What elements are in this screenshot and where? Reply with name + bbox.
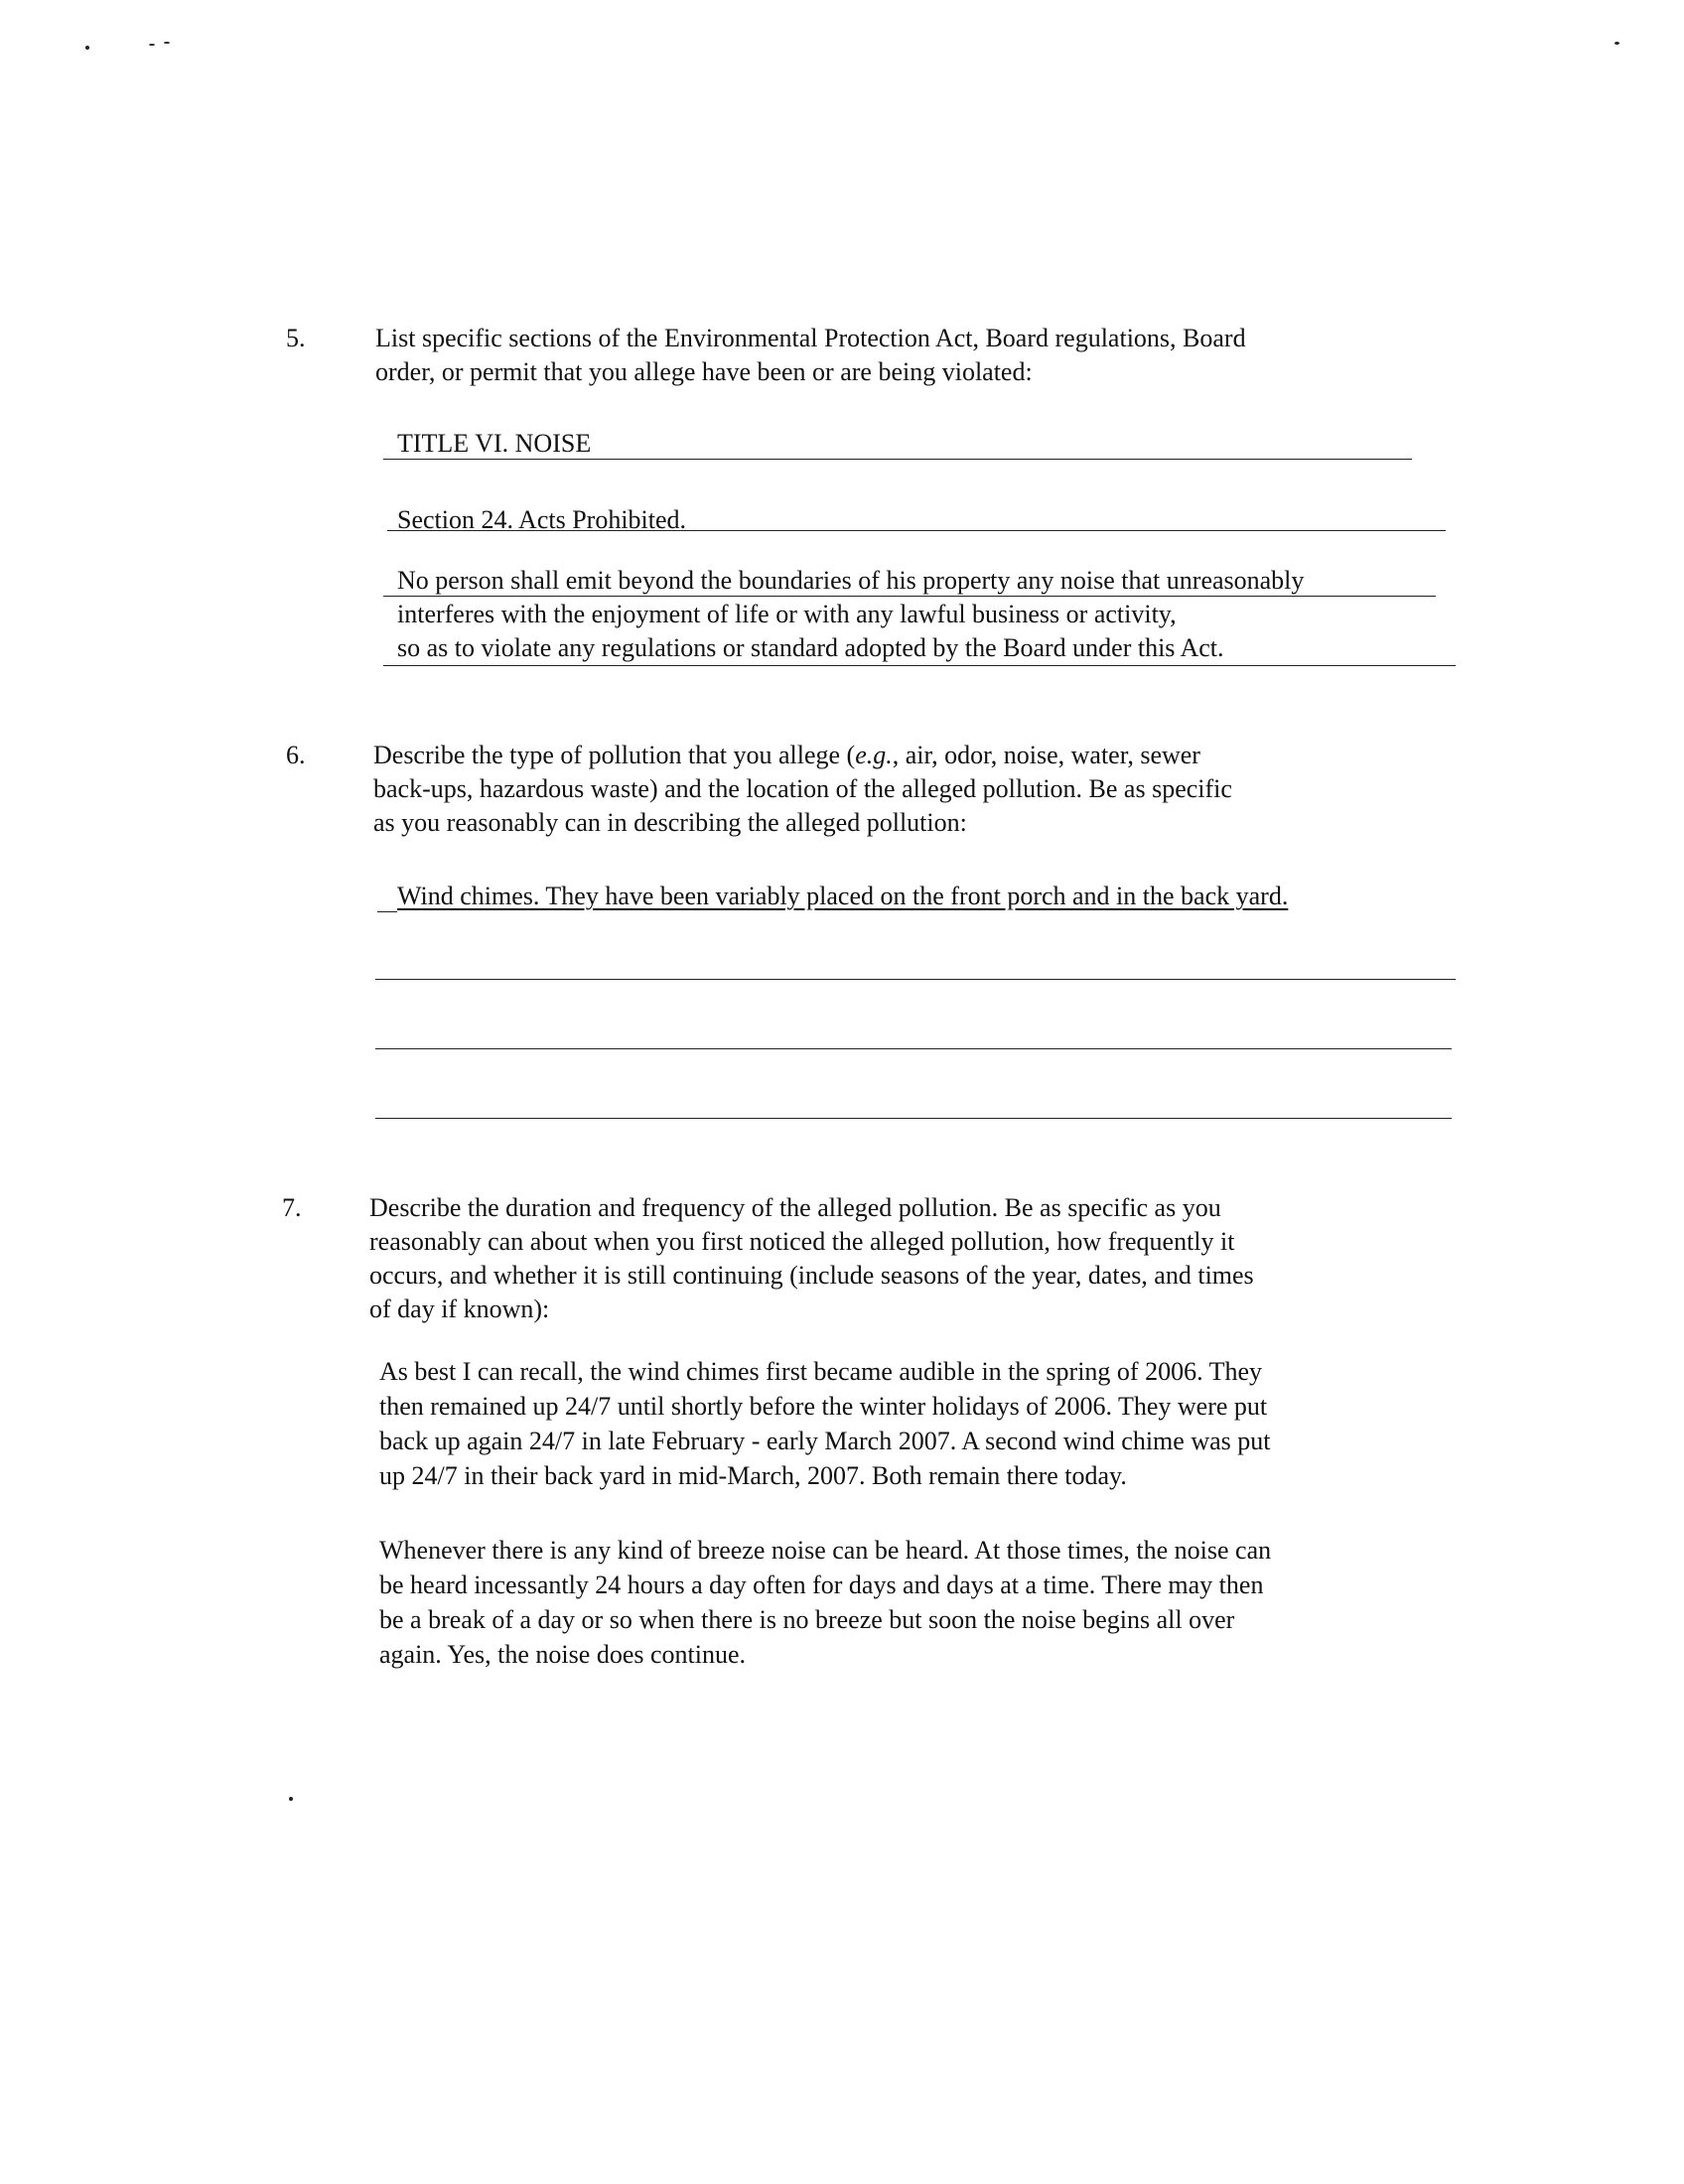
item-number: 6. [286, 741, 306, 769]
answer-line: up 24/7 in their back yard in mid-March, 2007. Both remain there today. [379, 1461, 1127, 1490]
question-line: occurs, and whether it is still continuing (include seasons of the year, dates, and times [369, 1261, 1254, 1290]
answer-title: TITLE VI. NOISE [397, 429, 592, 458]
item-question [369, 1191, 1254, 1326]
item-number: 5. [286, 324, 306, 352]
scan-speck [85, 46, 89, 50]
scan-speck [289, 1797, 293, 1801]
answer-underline [383, 596, 1436, 597]
question-line: Describe the type of pollution that you allege (e.g., air, odor, noise, water, sewer [373, 741, 1200, 769]
blank-answer-line [375, 979, 1456, 980]
scan-speck [1614, 42, 1619, 45]
answer-underline [383, 459, 1412, 460]
item-number: 7. [282, 1193, 302, 1222]
question-line: of day if known): [369, 1295, 550, 1323]
answer-line: back up again 24/7 in late February - early March 2007. A second wind chime was put [379, 1427, 1271, 1455]
answer-section: Section 24. Acts Prohibited. [397, 505, 687, 534]
answer-text-line: No person shall emit beyond the boundaries of his property any noise that unreasonably [397, 566, 1305, 595]
blank-answer-line [375, 1118, 1452, 1119]
scan-speck [164, 42, 170, 44]
answer-text: Wind chimes. They have been variably placed on the front porch and in the back yard. [397, 882, 1289, 910]
answer-line: As best I can recall, the wind chimes first became audible in the spring of 2006. They [379, 1357, 1263, 1386]
answer-line: be a break of a day or so when there is no breeze but soon the noise begins all over [379, 1605, 1235, 1634]
answer-line: then remained up 24/7 until shortly before the winter holidays of 2006. They were put [379, 1392, 1268, 1421]
answer-line: Whenever there is any kind of breeze noise can be heard. At those times, the noise can [379, 1536, 1272, 1565]
answer-line: again. Yes, the noise does continue. [379, 1640, 747, 1669]
answer-paragraph [379, 1533, 1271, 1672]
answer-paragraph [379, 1354, 1270, 1493]
question-line: List specific sections of the Environmental Protection Act, Board regulations, Board [375, 324, 1246, 352]
question-line: as you reasonably can in describing the alleged pollution: [373, 808, 967, 837]
question-line: reasonably can about when you first noticed the alleged pollution, how frequently it [369, 1227, 1235, 1256]
answer-line: be heard incessantly 24 hours a day often for days and days at a time. There may then [379, 1570, 1264, 1599]
answer-underline [387, 530, 1446, 531]
item-question [375, 322, 1246, 389]
question-line: Describe the duration and frequency of the alleged pollution. Be as specific as you [369, 1193, 1221, 1222]
answer-underline [383, 665, 1456, 666]
answer-text-line: interferes with the enjoyment of life or with any lawful business or activity, [397, 600, 1177, 628]
item-question [373, 739, 1232, 840]
scan-speck [149, 44, 155, 46]
question-line: back-ups, hazardous waste) and the location of the alleged pollution. Be as specific [373, 774, 1232, 803]
blank-answer-line [375, 1048, 1452, 1049]
answer-underline [377, 911, 397, 912]
question-line: order, or permit that you allege have been or are being violated: [375, 357, 1033, 386]
answer-text-line: so as to violate any regulations or standard adopted by the Board under this Act. [397, 633, 1224, 662]
